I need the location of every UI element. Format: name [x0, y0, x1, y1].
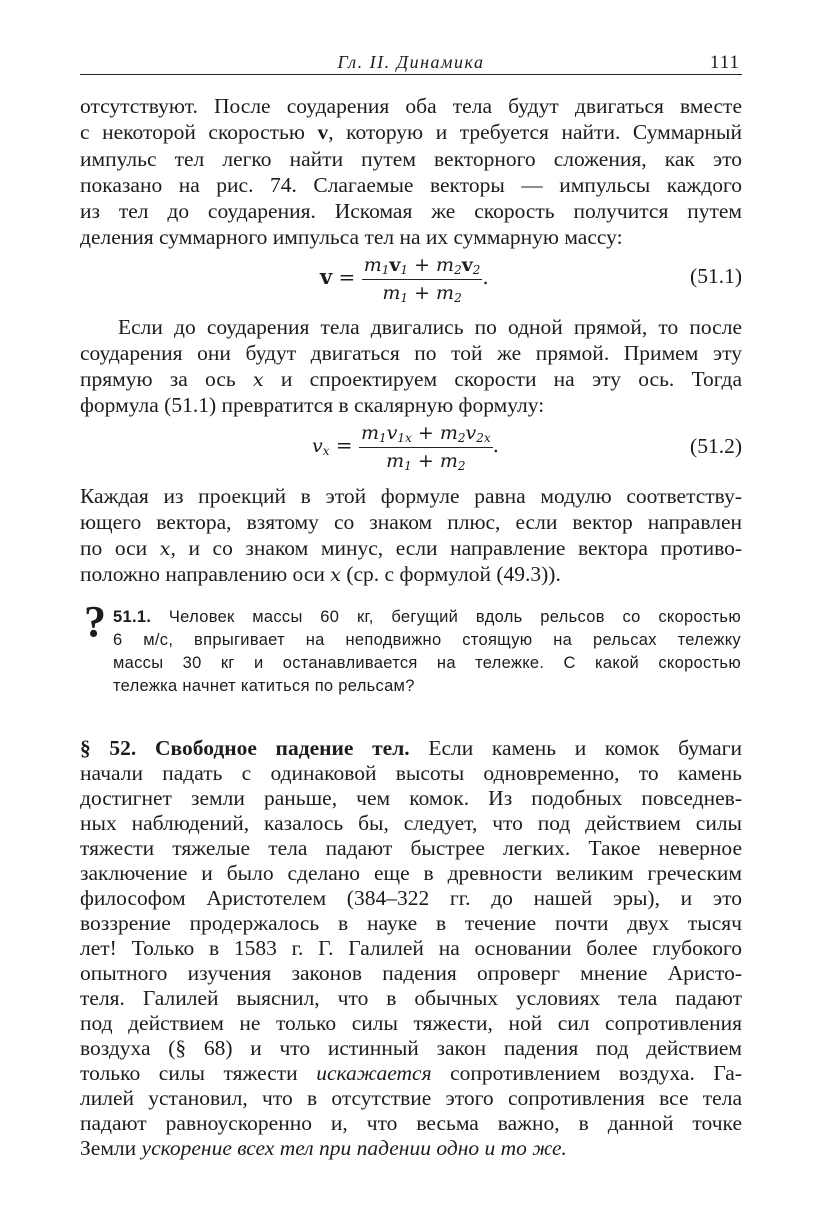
text-span: прямую за ось	[80, 367, 253, 391]
text-line	[80, 1061, 742, 1085]
sym: m	[439, 422, 458, 444]
eq-period: .	[492, 433, 499, 457]
sub: 1	[400, 291, 409, 305]
equation-51-2	[312, 422, 499, 473]
sym: m	[361, 422, 380, 444]
text-line: теля. Галилей выяснил, что в обычных условиях тела падают	[80, 986, 742, 1010]
text-span: Земли	[80, 1136, 142, 1160]
eq-fraction	[359, 422, 493, 473]
sym: v	[461, 254, 473, 276]
op: +	[408, 282, 437, 304]
sub: 2	[454, 291, 462, 305]
section-heading: § 52. Свободное падение тел.	[80, 736, 410, 760]
text-span: Если камень и комок бумаги	[409, 736, 742, 760]
sym: v	[389, 254, 401, 276]
sym: m	[436, 254, 455, 276]
text-span: , которую и требуется найти. Суммарный	[328, 120, 742, 144]
emphasis: искажается	[316, 1061, 432, 1085]
var-x: x	[159, 538, 171, 560]
sym: m	[382, 282, 401, 304]
text-span: по оси	[80, 536, 160, 560]
question-number: 51.1.	[113, 608, 152, 626]
text-line: достигнет земли раньше, чем комок. Из подобных повседнев-	[80, 786, 742, 810]
sym: v	[465, 422, 477, 444]
text-line: отсутствуют. После соударения оба тела будут двигаться вместе	[80, 94, 742, 118]
text-line: ющего вектора, взятому со знаком плюс, если вектор направлен	[80, 510, 742, 534]
sym: v	[312, 435, 323, 457]
text-line: лет! Только в 1583 г. Г. Галилей на основании более глубокого	[80, 936, 742, 960]
question-line: массы 30 кг и останавливается на тележке. С какой скоростью	[113, 654, 741, 672]
eq-lhs: v	[320, 264, 333, 289]
var-x: x	[252, 369, 264, 391]
text-line: Если до соударения тела двигались по одной прямой, то после	[118, 315, 742, 339]
page-header	[80, 52, 742, 75]
text-line: деления суммарного импульса тел на их суммарную массу:	[80, 225, 623, 249]
eq-fraction	[362, 254, 483, 305]
text-line	[80, 736, 742, 760]
sub: 2	[454, 263, 462, 277]
text-line: под действием не только силы тяжести, ной сил сопротивления	[80, 1011, 742, 1035]
eq-equals: =	[329, 433, 359, 457]
question-line: тележка начнет катиться по рельсам?	[113, 677, 415, 695]
question-line: 6 м/с, впрыгивает на неподвижно стоящую на рельсах тележку	[113, 631, 741, 649]
sym: v	[386, 422, 398, 444]
sub: 1	[381, 263, 390, 277]
sub: 2	[457, 459, 466, 473]
text-line: соударения они будут двигаться по той же прямой. Примем эту	[80, 341, 742, 365]
eq-period: .	[482, 265, 489, 289]
vector-v: v	[317, 120, 329, 144]
sym: m	[436, 282, 455, 304]
text-line: Каждая из проекций в этой формуле равна модулю соответству-	[80, 484, 742, 508]
sym: m	[439, 450, 458, 472]
text-span: с некоторой скоростью	[80, 120, 318, 144]
page-number: 111	[709, 52, 740, 73]
op: +	[408, 254, 437, 276]
text-line	[80, 562, 742, 587]
sym: m	[363, 254, 382, 276]
question-line	[113, 607, 741, 628]
sub: x	[322, 444, 330, 458]
text-line: показано на рис. 74. Слагаемые векторы — импульсы каждого	[80, 173, 742, 197]
text-line	[80, 536, 742, 561]
eq-denominator	[362, 280, 483, 305]
equation-number: (51.1)	[690, 264, 742, 288]
text-span: сопротивлением воздуха. Га-	[431, 1061, 742, 1085]
sub: 1	[404, 459, 412, 473]
sub: 1	[400, 263, 409, 277]
question-mark-icon: ?	[84, 597, 106, 646]
text-span: (ср. с формулой (49.3)).	[340, 562, 561, 586]
sub: 1x	[397, 431, 412, 445]
sub: 2x	[476, 431, 491, 445]
eq-equals: =	[332, 265, 362, 289]
op: +	[411, 422, 440, 444]
text-line	[80, 120, 742, 144]
op: +	[411, 450, 440, 472]
text-line: тяжести тяжелые тела падают быстрее легких. Такое неверное	[80, 836, 742, 860]
text-line: воздуха (§ 68) и что истинный закон падения под действием	[80, 1036, 742, 1060]
text-line	[80, 1136, 742, 1160]
var-x: x	[330, 564, 341, 586]
text-line: опытного изучения законов падения опроверг мнение Аристо-	[80, 961, 742, 985]
text-line: лилей установил, что в отсутствие этого сопротивления все тела	[80, 1086, 742, 1110]
text-span: и спроектируем скорости на эту ось. Тогда	[263, 367, 742, 391]
eq-numerator	[362, 254, 483, 280]
emphasis: ускорение всех тел при падении одно и то же.	[141, 1136, 567, 1160]
text-line: философом Аристотелем (384–322 гг. до нашей эры), и это	[80, 886, 742, 910]
equation-number: (51.2)	[690, 434, 742, 458]
sub: 1	[379, 431, 387, 445]
chapter-title: Гл. II. Динамика	[337, 52, 485, 72]
text-span: Человек массы 60 кг, бегущий вдоль рельсов со скоростью	[151, 608, 741, 626]
text-line: формула (51.1) превратится в скалярную формулу:	[80, 393, 545, 417]
text-span: , и со знаком минус, если направление вектора противо-	[170, 536, 742, 560]
text-span: только силы тяжести	[80, 1061, 317, 1085]
text-line: начали падать с одинаковой высоты одновременно, то камень	[80, 761, 742, 785]
sub: 2	[457, 431, 466, 445]
eq-denominator	[359, 448, 493, 473]
sub: 2	[472, 263, 481, 277]
text-line: импульс тел легко найти путем векторного сложения, как это	[80, 147, 742, 171]
equation-51-1	[320, 254, 489, 305]
sym: m	[386, 450, 405, 472]
text-line: заключение и было сделано еще в древности великим греческим	[80, 861, 742, 885]
text-line: из тел до соударения. Искомая же скорость получится путем	[80, 199, 742, 223]
text-line	[80, 367, 742, 392]
eq-numerator	[359, 422, 493, 448]
text-span: положно направлению оси	[80, 562, 331, 586]
text-line: ных наблюдений, казалось бы, следует, что под действием силы	[80, 811, 742, 835]
text-line: воззрение продержалось в науке в течение почти двух тысяч	[80, 911, 742, 935]
text-line: падают равноускоренно и, что весьма важно, в данной точке	[80, 1111, 742, 1135]
